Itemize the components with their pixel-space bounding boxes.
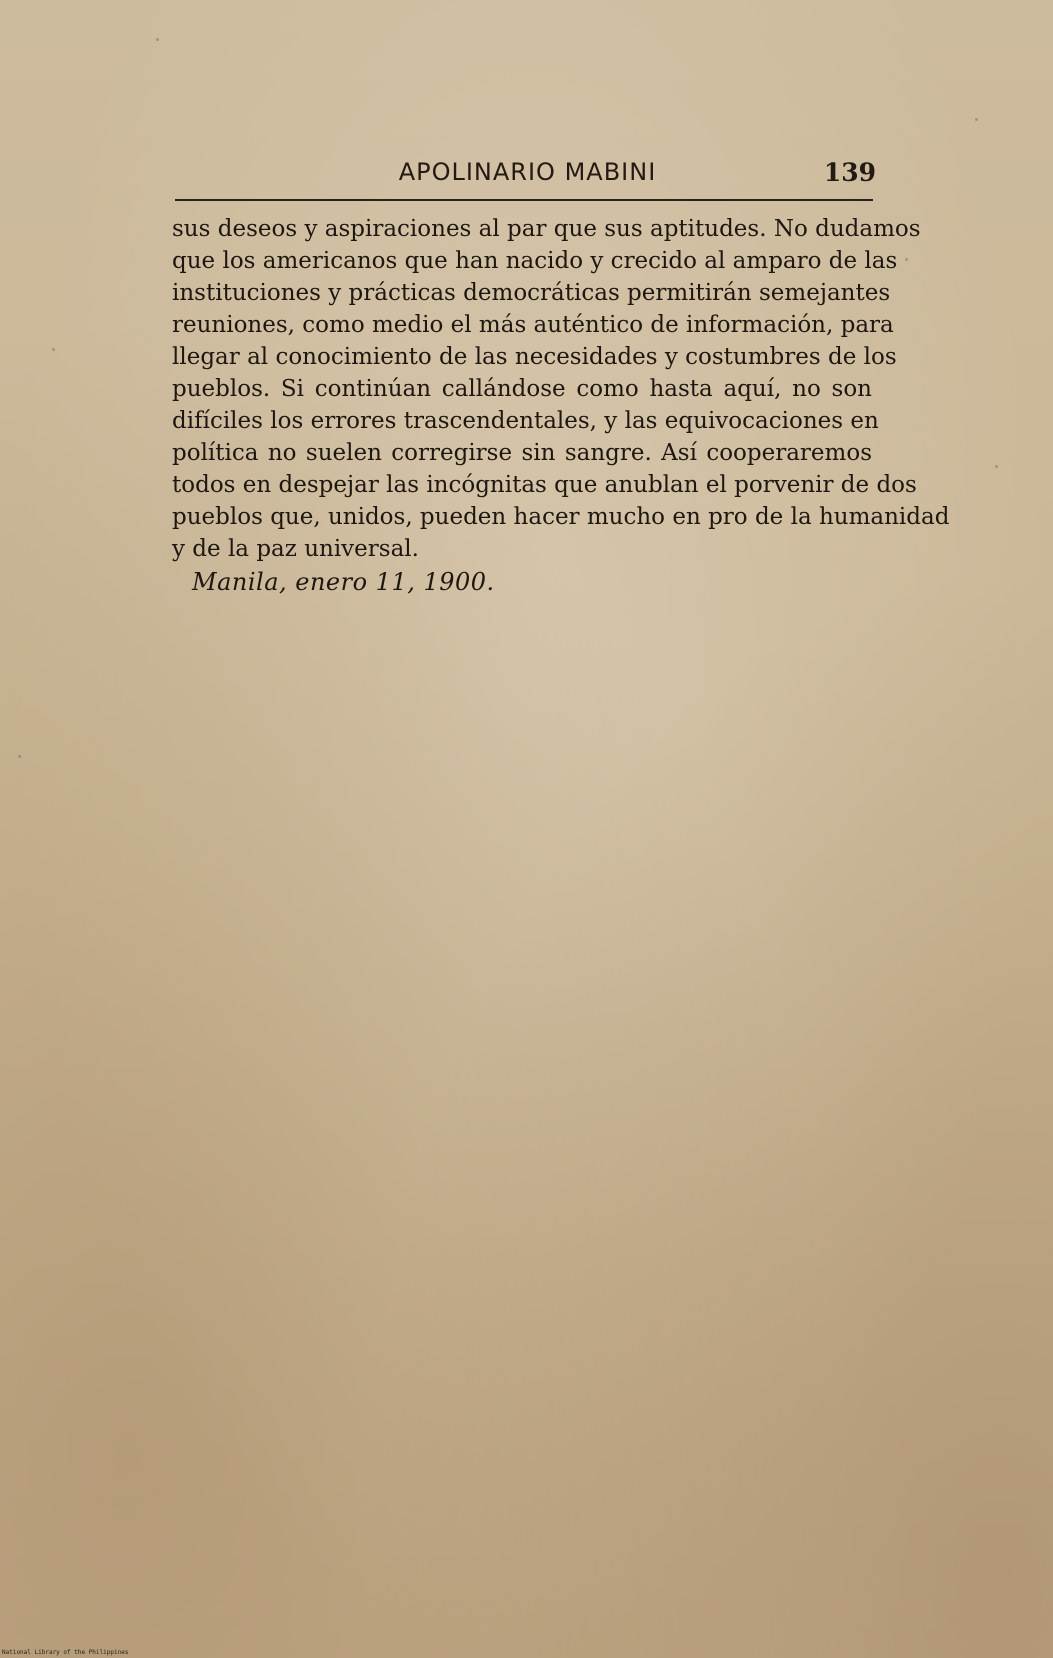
text-line: todos en despejar las incógnitas que anublan el porvenir de dos — [172, 472, 917, 498]
text-line: que los americanos que han nacido y crecido al amparo de las — [172, 248, 898, 274]
paper-speck — [975, 118, 978, 121]
page-number: 139 — [823, 158, 876, 187]
text-line: pueblos. Si continúan callándose como hasta aquí, no son — [172, 376, 872, 402]
text-line: reuniones, como medio el más auténtico de información, para — [172, 312, 894, 338]
running-title: APOLINARIO MABINI — [398, 158, 657, 186]
text-line: sus deseos y aspiraciones al par que sus aptitudes. No dudamos — [172, 216, 921, 242]
paper-speck — [156, 38, 159, 41]
text-line: instituciones y prácticas democráticas permitirán semejantes — [172, 280, 891, 306]
text-line: llegar al conocimiento de las necesidades y costumbres de los — [172, 344, 897, 370]
library-credit: National Library of the Philippines — [2, 1649, 129, 1656]
text-line: pueblos que, unidos, pueden hacer mucho en pro de la humanidad — [172, 504, 950, 530]
running-head — [175, 158, 880, 194]
paper-speck — [995, 465, 998, 468]
text-line: política no suelen corregirse sin sangre. Así cooperaremos — [172, 440, 872, 466]
header-rule — [175, 199, 873, 201]
paper-speck — [905, 258, 908, 261]
text-line-last: y de la paz universal. — [172, 536, 419, 562]
text-line: difíciles los errores trascendentales, y las equivocaciones en — [172, 408, 879, 434]
paper-speck — [18, 755, 21, 758]
place-date-signature: Manila, enero 11, 1900. — [192, 568, 495, 596]
body-paragraph — [172, 213, 950, 565]
paper-speck — [52, 348, 55, 351]
